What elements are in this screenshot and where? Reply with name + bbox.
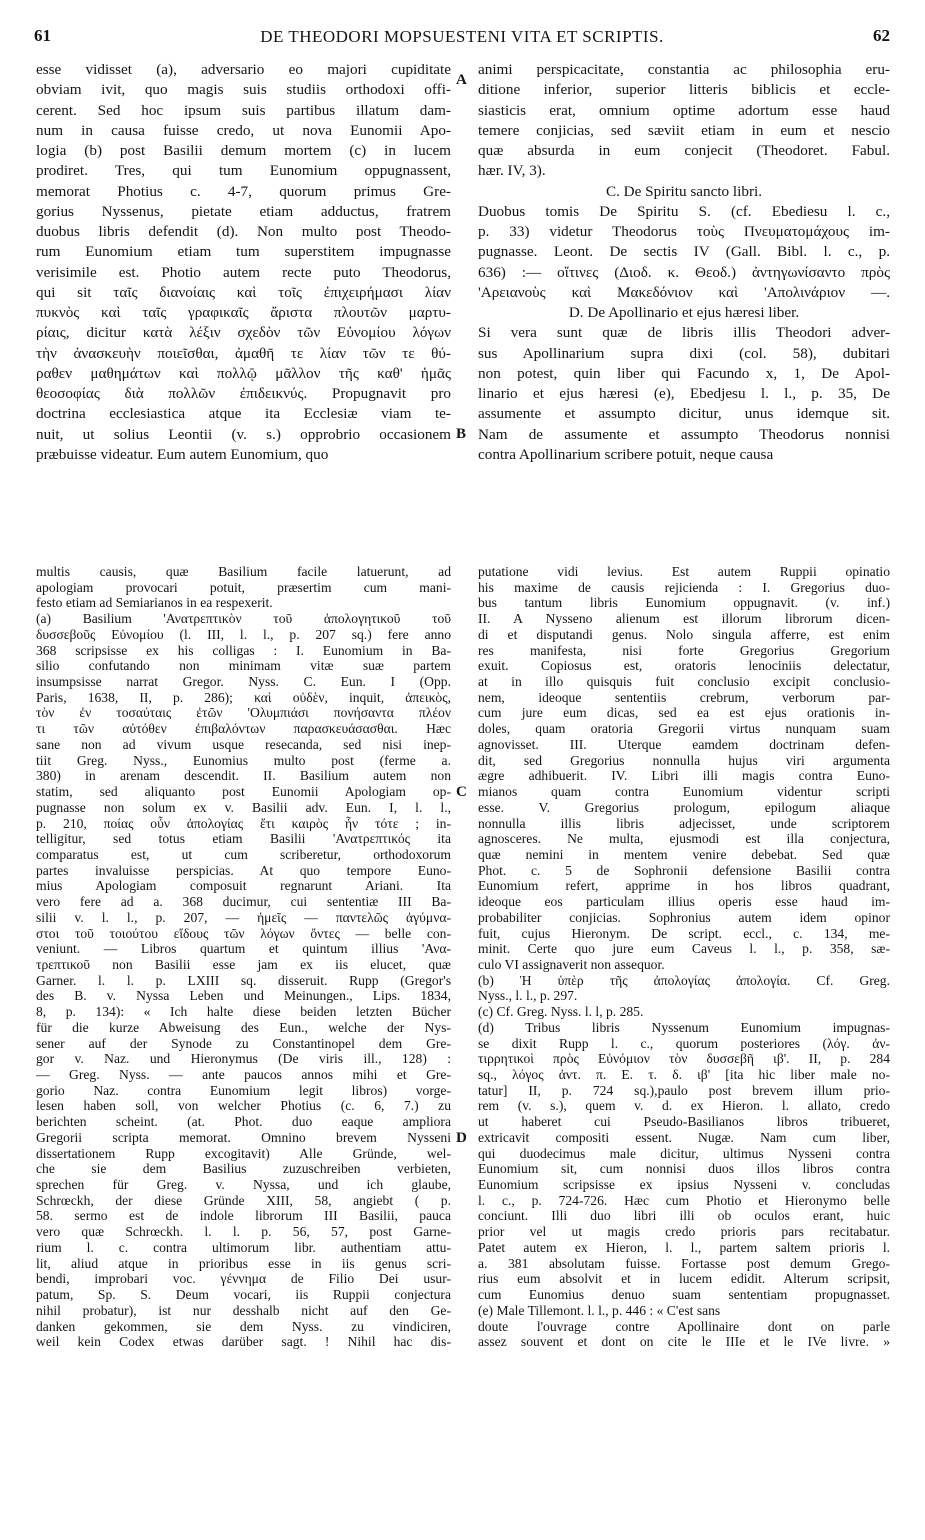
footnotes-right-column xyxy=(478,564,890,1350)
text-line: mianos quam contra Eunomium videntur scripti xyxy=(478,784,890,800)
text-line: 8, p. 134): « Ich halte diese beiden letzten Bücher xyxy=(36,1004,451,1020)
text-line: τι τῶν αὐτόθεν ἐπιβαλόντων παρασκευάσασθαι. Hæc xyxy=(36,721,451,737)
text-line: sener auf der Synode zu Constantinopel dem Gre- xyxy=(36,1035,451,1051)
text-line: Nam de assumente et assumpto Theodorus nonnisi xyxy=(478,425,890,443)
text-line: (b) Ἡ ὑπὲρ τῆς ἀπολογίας ἀπολογία. Cf. Greg. xyxy=(478,972,890,988)
text-line: præbuisse videatur. Eum autem Eunomium, quo xyxy=(36,445,329,463)
text-line: Eunomium refert, apprime in hos libros quadrant, xyxy=(478,878,890,894)
upper-left-column xyxy=(36,60,451,465)
text-line: C. De Spiritu sancto libri. xyxy=(605,182,763,200)
text-line: veniunt. — Libros quartum et quintum illius 'Ανα- xyxy=(36,941,451,957)
text-line: (a) Basilium 'Ανατρεπτικὸν τοῦ ἀπολογητικοῦ τοῦ xyxy=(36,611,451,627)
text-line: dissertationem Rupp excogitavit) Alle Gründe, wel- xyxy=(36,1145,451,1161)
text-line: sus Apollinarium supra dixi (col. 58), dubitari xyxy=(478,344,890,362)
text-line: 'Αρειανοὺς καὶ Μακεδόνιον καὶ 'Απολινάριον —. xyxy=(478,283,890,301)
text-line: pugnasse. Leont. De sectis IV (Gall. Bibl. l. c., p. xyxy=(478,243,890,261)
text-line: Paris, 1638, II, p. 286); καὶ οὐδὲν, inquit, ἀπεικὸς, xyxy=(36,689,451,705)
text-line: doute l'ouvrage contre Apollinaire dont on parle xyxy=(478,1318,890,1334)
upper-right-column xyxy=(478,60,890,465)
text-line: assumente et assumpto dicitur, unus idemque sit. xyxy=(478,405,890,423)
text-line: (e) Male Tillemont. l. l., p. 446 : « C'est sans xyxy=(478,1302,721,1318)
text-line: quæ absurda in eum conjecit (Theodoret. Fabul. xyxy=(478,142,890,159)
text-line: 636) :— οἵτινες (Διοδ. κ. Θεοδ.) ἀντηγωνίσαντο πρὸς xyxy=(478,263,890,281)
text-line: nihil probatur), ist nur desshalb nicht auf den Ge- xyxy=(36,1302,451,1318)
text-line: für die kurze Abweisung des Eun., welche der Nys- xyxy=(36,1019,451,1035)
text-line: verisimile est. Photio autem recte puto Theodorus, xyxy=(36,263,451,281)
running-title: DE THEODORI MOPSUESTENI VITA ET SCRIPTIS. xyxy=(260,27,664,46)
text-line: tatur] II, p. 724 sq.),paulo post brevem illum prio- xyxy=(478,1082,890,1098)
text-line: exuit. Copiosus est, oratoris lenociniis delectatur, xyxy=(478,658,890,674)
text-line: agnovisset. III. Uterque eamdem doctrinam defen- xyxy=(478,736,890,752)
text-line: πυκνὸς καὶ ταῖς γραφικαῖς ἄριστα πλουτῶν μαρτυ- xyxy=(36,304,451,321)
text-line: II. A Nysseno alienum est illorum librorum dicen- xyxy=(478,611,890,627)
text-line: Gregorii scripta memorat. Omnino brevem Nysseni xyxy=(36,1129,451,1145)
text-line: Patet autem ex Hieron, l. l., partem saltem prioris l. xyxy=(478,1239,890,1255)
text-line: danken gekommen, sie dem Nyss. zu vindiciren, xyxy=(36,1318,451,1334)
text-line: assez souvent et dont on cite le IIIe et le IVe livre. » xyxy=(478,1334,890,1350)
text-line: telligitur, sed totus etiam Basilii 'Ανατρεπτικός ita xyxy=(36,831,451,847)
text-line: sane non ad vivum usque resecanda, sed nisi inep- xyxy=(36,736,451,752)
text-line: (d) Tribus libris Nyssenum Eunomium impugnas- xyxy=(478,1019,890,1035)
text-line: fuit, cujus Hieronym. De script. eccl., c. 134, me- xyxy=(478,925,890,941)
text-line: nuit, ut solius Leontii (v. s.) opprobrio occasionem xyxy=(36,425,451,443)
text-line: p. 210, ποίας οὖν ἀπολογίας ἔτι καιρὸς ἦν τότε ; in- xyxy=(36,815,451,831)
text-line: agnosceres. Ne multa, ejusmodi est illa conjectura, xyxy=(478,831,890,847)
text-line: gorius Nyssenus, pietate etiam adductus, fratrem xyxy=(36,202,451,220)
text-line: animi perspicacitate, constantia ac philosophia eru- xyxy=(478,61,890,78)
text-line: sprechen für Greg. v. Nyssa, und ich glaube, xyxy=(36,1177,451,1193)
text-line: (c) Cf. Greg. Nyss. l. l, p. 285. xyxy=(478,1004,644,1020)
text-line: doctrina ecclesiastica atque ita Ecclesiæ viam te- xyxy=(36,405,451,423)
text-line: his maxime de causis rejicienda : I. Gregorius duo- xyxy=(478,579,890,595)
text-line: patum, Sp. S. Deum vocari, iis Ruppii conjectura xyxy=(36,1287,451,1303)
text-line: statim, sed aliquanto post Eunomii Apologiam op- xyxy=(36,784,451,800)
text-line: Nyss., l. l., p. 297. xyxy=(478,988,578,1004)
margin-letter-b: B xyxy=(456,426,467,442)
text-line: ditione inferior, superior litteris biblicis et eccle- xyxy=(478,81,890,99)
text-line: esse. V. Gregorius prologum, epilogum aliaque xyxy=(478,799,890,815)
text-line: τρεπτικοῦ non Basilii esse jam ex iis elucet, quæ xyxy=(36,956,451,972)
running-header xyxy=(34,26,890,52)
text-line: Schrœckh, der diese Gründe XIII, 58, angiebt ( p. xyxy=(36,1192,451,1208)
text-line: nem, ideoque sententiis crebrum, verborum par- xyxy=(478,689,890,705)
text-line: cum Eunomius denuo suam sententiam propugnasset. xyxy=(478,1287,890,1303)
text-line: τιρρητικοὶ πρὸς Εὐνόμιον τὸν δυσσεβῆ ιβ'. II, p. 284 xyxy=(478,1051,890,1067)
text-line: duobus libris defendit (d). Non multo post Theodo- xyxy=(36,223,451,240)
text-line: hær. IV, 3). xyxy=(478,162,546,180)
text-line: θεοσοφίας διὰ πολλῶν ἐπιδεικνύς. Propugnavit pro xyxy=(36,385,451,402)
text-line: bus tantum libris Eunomium oppugnavit. (v. inf.) xyxy=(478,595,890,611)
text-line: στοι τοῦ τοιούτου εἴδους τῶν λόγων ὄντες — belle con- xyxy=(36,925,451,941)
text-line: Phot. c. 5 de Sophronii defensione Basilii contra xyxy=(478,862,890,878)
text-line: Si vera sunt quæ de libris illis Theodori adver- xyxy=(478,324,890,342)
text-line: 380) in arenam descendit. II. Basilium autem non xyxy=(36,768,451,784)
margin-letter-d: D xyxy=(456,1130,467,1146)
text-line: non potest, quin liber qui Facundo x, 1, De Apol- xyxy=(478,364,890,382)
footnotes-left-column xyxy=(36,564,451,1350)
text-line: vero fere ad a. 368 ducimur, cui sententiæ III Ba- xyxy=(36,894,451,910)
text-line: silii v. l. l., p. 207, — ἡμεῖς — παντελῶς ἀγύμνα- xyxy=(36,909,451,925)
text-line: mius Apologiam composuit regnarunt Ariani. Ita xyxy=(36,878,451,894)
text-line: berichten scheint. (at. Phot. duo eaque ampliora xyxy=(36,1114,451,1130)
text-line: pugnasse non solum ex v. Basilii adv. Eun. I, l. l., xyxy=(36,799,451,815)
text-line: τὸν ἐν τοσαύταις ἐτῶν 'Ολυμπιάσι πονήσαντα πλέον xyxy=(36,705,451,721)
text-line: che sie dem Basilius zuzuschreiben verbieten, xyxy=(36,1161,451,1177)
text-line: Eunomium sit, cum nonnisi duos illos libros contra xyxy=(478,1161,890,1177)
text-line: lit, aliud atque in prioribus esse in iis genus scri- xyxy=(36,1255,451,1271)
text-line: l. c., p. 724-726. Hæc cum Photio et Hieronymo belle xyxy=(478,1192,890,1208)
text-line: prior vel ut magis credo prioris pars recitabatur. xyxy=(478,1224,890,1240)
text-line: weil kein Codex etwas darüber sagt. ! Nihil hac dis- xyxy=(36,1334,451,1350)
text-line: rem (v. s.), quem v. d. ex Hieron. l. allato, credo xyxy=(478,1098,890,1114)
text-line: qui duodecimus male dicitur, ultimus Nysseni contra xyxy=(478,1145,890,1161)
text-line: memorat Photius c. 4-7, quorum primus Gre- xyxy=(36,182,451,200)
text-line: gorio Naz. contra Eunomium legit libros) vorge- xyxy=(36,1082,451,1098)
text-line: δυσσεβοῦς Εὐνομίου (l. III, l. l., p. 207 sq.) fere anno xyxy=(36,626,451,642)
text-line: ραθεν μαθημάτων καὶ πολλῷ μᾶλλον τῆς καθ' ἡμᾶς xyxy=(36,364,451,382)
text-line: res manifesta, nisi forte Gregorius Gregorium xyxy=(478,642,890,658)
text-line: contra Apollinarium scribere potuit, neque causa xyxy=(478,445,774,463)
page-number-left: 61 xyxy=(34,26,51,45)
text-line: rum Eunomium etiam tum superstitem impugnasse xyxy=(36,243,451,261)
text-line: — Greg. Nyss. — ante paucos annos mihi et Gre- xyxy=(36,1067,451,1082)
text-line: Duobus tomis De Spiritu S. (cf. Ebediesu l. c., xyxy=(478,202,890,220)
text-line: apologiam provocari potuit, præsertim cum mani- xyxy=(36,579,451,595)
text-line: quæ nemini in mentem venire debebat. Sed quæ xyxy=(478,846,890,862)
text-line: nonnulla illis libris adjecisset, unde scriptorem xyxy=(478,815,890,831)
text-line: dit, sed Gregorius nonnulla hujus viri argumenta xyxy=(478,752,890,768)
margin-letter-a: A xyxy=(456,72,467,88)
text-line: bendi, improbari voc. γέννημα de Filio Dei usur- xyxy=(36,1271,451,1287)
text-line: doles, quam oratoria Gregorii virtus nunquam suam xyxy=(478,721,890,737)
text-line: temere conjicias, sed sæviit etiam in eum et nescio xyxy=(478,121,890,139)
text-line: culo VI assignaverit non assequor. xyxy=(478,956,665,972)
text-line: cerent. Sed hoc ipsum suis partibus illatum dam- xyxy=(36,101,451,119)
text-line: des B. v. Nyssa Leben und Meinungen., Lips. 1834, xyxy=(36,988,451,1004)
text-line: cum jure eum dicas, sed ea est ejus orationis in- xyxy=(478,705,890,721)
text-line: ægre adhibuerit. IV. Libri illi magis contra Euno- xyxy=(478,768,890,784)
text-line: sq., λόγος ἀντ. π. Ε. τ. δ. ιβ' [ita hic liber male no- xyxy=(478,1067,890,1082)
text-line: a. 381 absolutam fuisse. Fortasse post demum Grego- xyxy=(478,1255,890,1271)
text-line: logia (b) post Basilii demum mortem (c) in lucem xyxy=(36,142,451,159)
text-line: ρίαις, dicitur κατὰ λέξιν σχεδὸν τῶν Εὐνομίου λόγων xyxy=(36,324,451,342)
text-line: qui sit ταῖς διανοίαις καὶ τοῖς ἐπιχειρήμασι λίαν xyxy=(36,283,451,301)
text-line: conciunt. Illi duo libri illi ob oculos erant, huic xyxy=(478,1208,890,1224)
text-line: rium l. c. contra ultimorum libr. authentiam attu- xyxy=(36,1239,451,1255)
text-line: rius eum absolvit et in lucem edidit. Alterum scripsit, xyxy=(478,1271,890,1287)
text-line: ideoque eos particulam illius operis esse haud im- xyxy=(478,894,890,910)
text-line: silio confutando non minimam vitæ suæ partem xyxy=(36,658,451,674)
text-line: p. 33) videtur Theodorus τοὺς Πνευματομάχους im- xyxy=(478,223,890,240)
text-line: extricavit compositi essent. Nugæ. Nam cum liber, xyxy=(478,1129,890,1145)
text-line: comparatus est, ut cum scriberetur, orthodoxorum xyxy=(36,846,451,862)
text-line: festo etiam ad Semiarianos in ea respexerit. xyxy=(36,595,273,611)
text-line: esse vidisset (a), adversario eo majori cupiditate xyxy=(36,61,451,78)
text-line: se dixit Rupp l. c., quorum posteriores (λόγ. ἀν- xyxy=(478,1035,890,1051)
text-line: at in illo quisquis fuit conclusio excipit conclusio- xyxy=(478,674,890,690)
text-line: τὴν ἀνασκευὴν ποιεῖσθαι, ἀμαθῆ τε λίαν τῶν τε θύ- xyxy=(36,344,451,362)
margin-letter-c: C xyxy=(456,784,467,800)
text-line: di et disputandi genus. Nolo singula afferre, est enim xyxy=(478,626,890,642)
text-line: insumpsisse narrat Gregor. Nyss. C. Eun. I (Opp. xyxy=(36,674,451,690)
text-line: siasticis erat, omnium optime adortum esse haud xyxy=(478,101,890,119)
text-line: ut haberet cui Pseudo-Basilianos libros tribueret, xyxy=(478,1114,890,1130)
text-line: Garner. l. l. p. LXIII sq. disseruit. Rupp (Gregor's xyxy=(36,972,451,988)
text-line: D. De Apollinario et ejus hæresi liber. xyxy=(568,304,800,321)
text-line: Eunomium scripsisse ex ipsius Nysseni v. concludas xyxy=(478,1177,890,1193)
text-line: multis causis, quæ Basilium facile latuerunt, ad xyxy=(36,564,451,579)
text-line: putatione vidi levius. Est autem Ruppii opinatio xyxy=(478,564,890,579)
text-line: obviam ivit, quo magis suis studiis orthodoxi offi- xyxy=(36,81,451,99)
text-line: partes invaluisse perspicias. At quo tempore Euno- xyxy=(36,862,451,878)
text-line: 368 scripsisse ex his colligas : I. Eunomium in Ba- xyxy=(36,642,451,658)
text-line: vero quæ Schrœckh. l. l. p. 56, 57, post Garne- xyxy=(36,1224,451,1240)
text-line: minit. Certe quo jure eum Caveus l. l., p. 358, sæ- xyxy=(478,941,890,957)
text-line: 58. sermo est de indole librorum III Basilii, pauca xyxy=(36,1208,451,1224)
text-line: gor v. Naz. und Hieronymus (De viris ill., 128) : xyxy=(36,1051,451,1067)
text-line: probabiliter conjicias. Sophronius autem idem opinor xyxy=(478,909,890,925)
text-line: num in causa fuisse credo, ut nova Eunomii Apo- xyxy=(36,121,451,139)
text-line: prodiret. Tres, qui tum Eunomium oppugnassent, xyxy=(36,162,451,180)
text-line: lesen haben soll, von welcher Photius (c. 6, 7.) zu xyxy=(36,1098,451,1114)
page-number-right: 62 xyxy=(873,26,890,45)
text-line: linario et ejus hæresi (e), Ebedjesu l. l., p. 35, De xyxy=(478,385,890,402)
text-line: tiit Greg. Nyss., Eunomius multo post (ferme a. xyxy=(36,752,451,768)
